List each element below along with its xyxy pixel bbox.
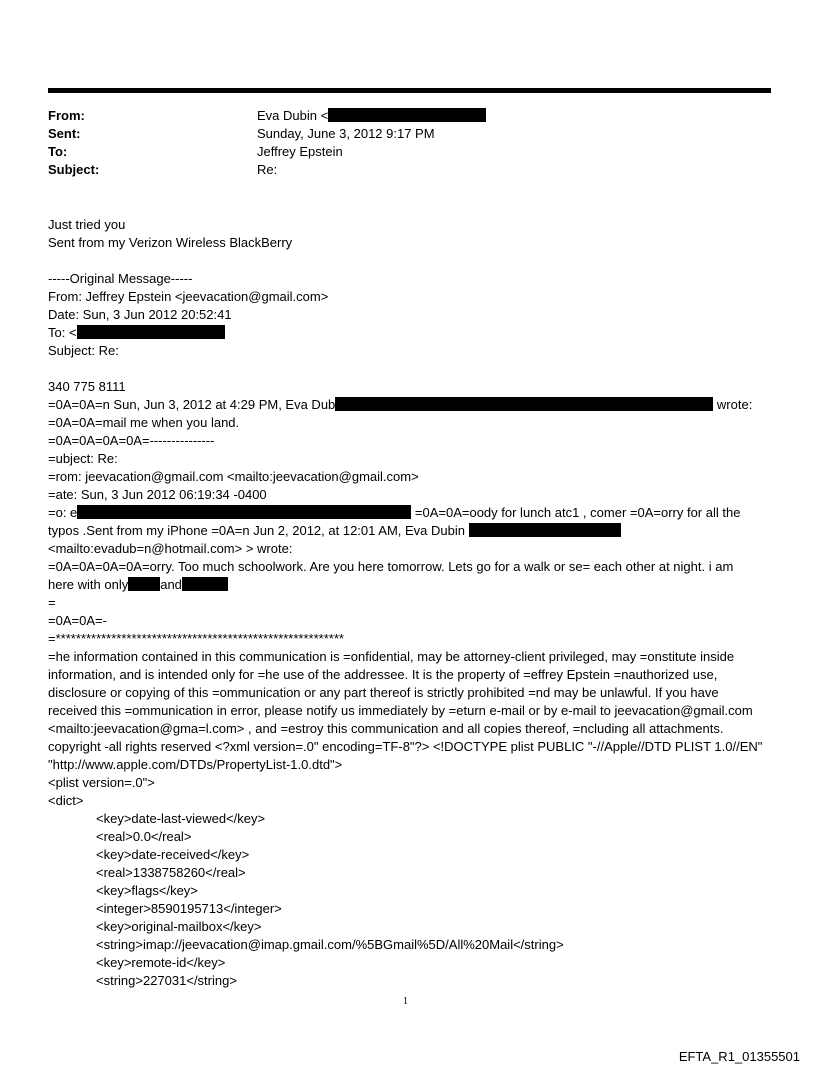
subject-label: Subject: [48,162,100,177]
thread-line: =0A=0A=0A=0A=--------------- [48,433,215,448]
email-body [48,216,768,990]
original-divider: -----Original Message----- [48,271,193,286]
page-number: 1 [403,996,408,1007]
plist-item: <key>original-mailbox</key> [96,919,262,934]
thread-text: here with only [48,577,129,592]
thread-text: wrote: [713,397,753,412]
plist-item: <key>date-last-viewed</key> [96,811,266,826]
thread-line: =ubject: Re: [48,451,118,466]
thread-line: =ate: Sun, 3 Jun 2012 06:19:34 -0400 [48,487,267,502]
redaction-box [77,325,225,339]
from-label: From: [48,108,85,123]
thread-text: =0A=0A=oody for lunch atc1 , comer =0A=orry for all the [411,505,741,520]
plist-item: <string>227031</string> [96,973,237,988]
plist-item: <key>flags</key> [96,883,198,898]
redaction-box [182,577,228,591]
original-to-prefix: To: < [48,325,77,340]
thread-line: =0A=0A=0A=0A=orry. Too much schoolwork. Are you here tomorrow. Lets go for a walk or se= each other at night. i am [48,559,734,574]
plist-dict: <dict> [48,793,84,808]
redaction-box [328,108,486,122]
thread-line [48,396,768,414]
thread-line: =0A=0A=mail me when you land. [48,415,240,430]
redaction-box [469,523,621,537]
original-date: Date: Sun, 3 Jun 2012 20:52:41 [48,307,232,322]
thread-line [48,504,768,522]
original-to [48,324,768,342]
plist-open: <plist version=.0"> [48,775,155,790]
thread-line [48,576,768,594]
original-from: From: Jeffrey Epstein <jeevacation@gmail.com> [48,289,329,304]
thread-text: =0A=0A=n Sun, Jun 3, 2012 at 4:29 PM, Eva Dub [48,397,336,412]
redaction-box [335,397,713,411]
original-subject: Subject: Re: [48,343,119,358]
thread-line: =********************************************************* [48,631,344,646]
thread-line: <mailto:evadub=n@hotmail.com> > wrote: [48,541,293,556]
document-id: EFTA_R1_01355501 [678,1049,800,1064]
plist-item: <integer>8590195713</integer> [96,901,282,916]
thread-line: =0A=0A=- [48,613,107,628]
confidentiality-disclaimer: =he information contained in this communication is =onfidential, may be attorney-client privileged, may =onstitute inside information, and is intended only for =he use of the addressee. It is the property of =effrey Epstein =nauthorized use, disclosure or copying of this =ommunication or any part thereof is strictly prohibited =nd may be unlawful. If you have received this =ommunication in error, please notify us immediately by =eturn e-mail or by e-mail to jeevacation@gmail.com <mailto:jeevacation@gma=l.com> , and =estroy this communication and all copies thereof, =ncluding all attachments. copyright -all rights reserved <?xml version=.0" encoding=TF-8"?> <!DOCTYPE plist PUBLIC "-//Apple//DTD PLIST 1.0//EN" "http://www.apple.com/DTDs/PropertyList-1.0.dtd"> [48,649,763,772]
plist-item: <key>date-received</key> [96,847,250,862]
redaction-box [77,505,411,519]
redaction-box [128,577,160,591]
sent-label: Sent: [48,126,81,141]
to-value: Jeffrey Epstein [257,144,343,159]
top-rule [48,88,771,93]
plist-item: <key>remote-id</key> [96,955,226,970]
message-line: Just tried you [48,217,126,232]
plist-item: <real>1338758260</real> [96,865,246,880]
thread-text: =o: e [48,505,78,520]
from-value [257,107,486,125]
message-line: Sent from my Verizon Wireless BlackBerry [48,235,293,250]
thread-line: = [48,595,56,610]
thread-text: typos .Sent from my iPhone =0A=n Jun 2, 2012, at 12:01 AM, Eva Dubin [48,523,469,538]
from-name: Eva Dubin < [257,108,329,123]
plist-item: <real>0.0</real> [96,829,192,844]
plist-item: <string>imap://jeevacation@imap.gmail.com/%5BGmail%5D/All%20Mail</string> [96,937,564,952]
to-label: To: [48,144,68,159]
phone-number: 340 775 8111 [48,379,126,394]
thread-text: and [160,577,182,592]
sent-value: Sunday, June 3, 2012 9:17 PM [257,126,435,141]
thread-line [48,522,768,540]
thread-line: =rom: jeevacation@gmail.com <mailto:jeevacation@gmail.com> [48,469,419,484]
subject-value: Re: [257,162,278,177]
